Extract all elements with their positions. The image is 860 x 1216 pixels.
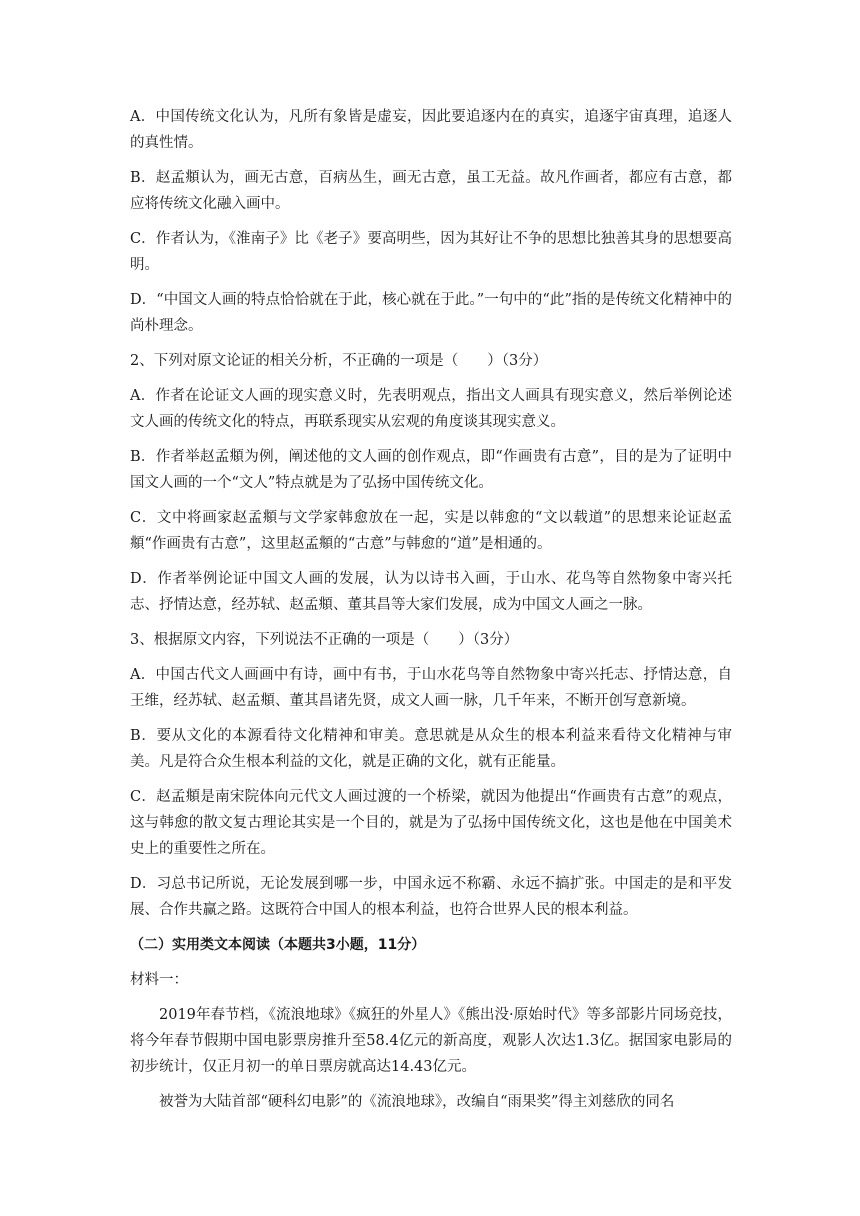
- q3-option-c: C．赵孟頫是南宋院体向元代文人画过渡的一个桥梁，就因为他提出“作画贵有古意”的观点，这与韩愈的散文复古理论其实是一个目的，就是为了弘扬中国传统文化，这也是他在中国美术史上的重要性之所在。: [130, 789, 732, 857]
- q3-option-b: B．要从文化的本源看待文化精神和审美。意思就是从众生的根本利益来看待文化精神与审美。凡是符合众生根本利益的文化，就是正确的文化，就有正能量。: [130, 728, 732, 770]
- q2-option-c: C．文中将画家赵孟頫与文学家韩愈放在一起，实是以韩愈的“文以载道”的思想来论证赵孟頫“作画贵有古意”，这里赵孟頫的“古意”与韩愈的“道”是相通的。: [130, 510, 732, 552]
- q3-option-d: D．习总书记所说，无论发展到哪一步，中国永远不称霸、永远不搞扩张。中国走的是和平发展、合作共赢之路。这既符合中国人的根本利益，也符合世界人民的根本利益。: [130, 876, 732, 918]
- q3-stem: 3、根据原文内容，下列说法不正确的一项是（ ）（3分）: [130, 632, 519, 648]
- q2-stem: 2、下列对原文论证的相关分析，不正确的一项是（ ）（3分）: [130, 353, 548, 369]
- document-page: [130, 104, 732, 1124]
- material-paragraph-1: 2019年春节档，《流浪地球》《疯狂的外星人》《熊出没·原始时代》等多部影片同场竞技，将今年春节假期中国电影票房推升至58.4亿元的新高度，观影人次达1.3亿。据国家电影局的初步统计，仅正月初一的单日票房就高达14.43亿元。: [130, 1007, 732, 1075]
- section-heading: （二）实用类文本阅读（本题共3小题，11分）: [130, 937, 426, 953]
- q1-option-c: C．作者认为，《淮南子》比《老子》要高明些，因为其好让不争的思想比独善其身的思想要高明。: [130, 231, 732, 273]
- material-paragraph-2: 被誉为大陆首部“硬科幻电影”的《流浪地球》，改编自“雨果奖”得主刘慈欣的同名: [159, 1094, 675, 1110]
- q2-option-a: A．作者在论证文人画的现实意义时，先表明观点，指出文人画具有现实意义，然后举例论述文人画的传统文化的特点，再联系现实从宏观的角度谈其现实意义。: [130, 388, 732, 430]
- q1-option-d: D．“中国文人画的特点恰恰就在于此，核心就在于此。”一句中的“此”指的是传统文化精神中的尚朴理念。: [130, 292, 732, 334]
- q3-option-a: A．中国古代文人画画中有诗，画中有书，于山水花鸟等自然物象中寄兴托志、抒情达意，自王维，经苏轼、赵孟頫、董其昌诸先贤，成文人画一脉，几千年来，不断开创写意新境。: [130, 667, 732, 709]
- q1-option-a: A．中国传统文化认为，凡所有象皆是虚妄，因此要追逐内在的真实，追逐宇宙真理，追逐人的真性情。: [130, 109, 732, 151]
- material-label: 材料一：: [130, 972, 188, 988]
- q2-option-b: B．作者举赵孟頫为例，阐述他的文人画的创作观点，即“作画贵有古意”，目的是为了证明中国文人画的一个“文人”特点就是为了弘扬中国传统文化。: [130, 449, 732, 491]
- q2-option-d: D．作者举例论证中国文人画的发展，认为以诗书入画，于山水、花鸟等自然物象中寄兴托志、抒情达意，经苏轼、赵孟頫、董其昌等大家们发展，成为中国文人画之一脉。: [130, 571, 732, 613]
- q1-option-b: B．赵孟頫认为，画无古意，百病丛生，画无古意，虽工无益。故凡作画者，都应有古意，都应将传统文化融入画中。: [130, 170, 732, 212]
